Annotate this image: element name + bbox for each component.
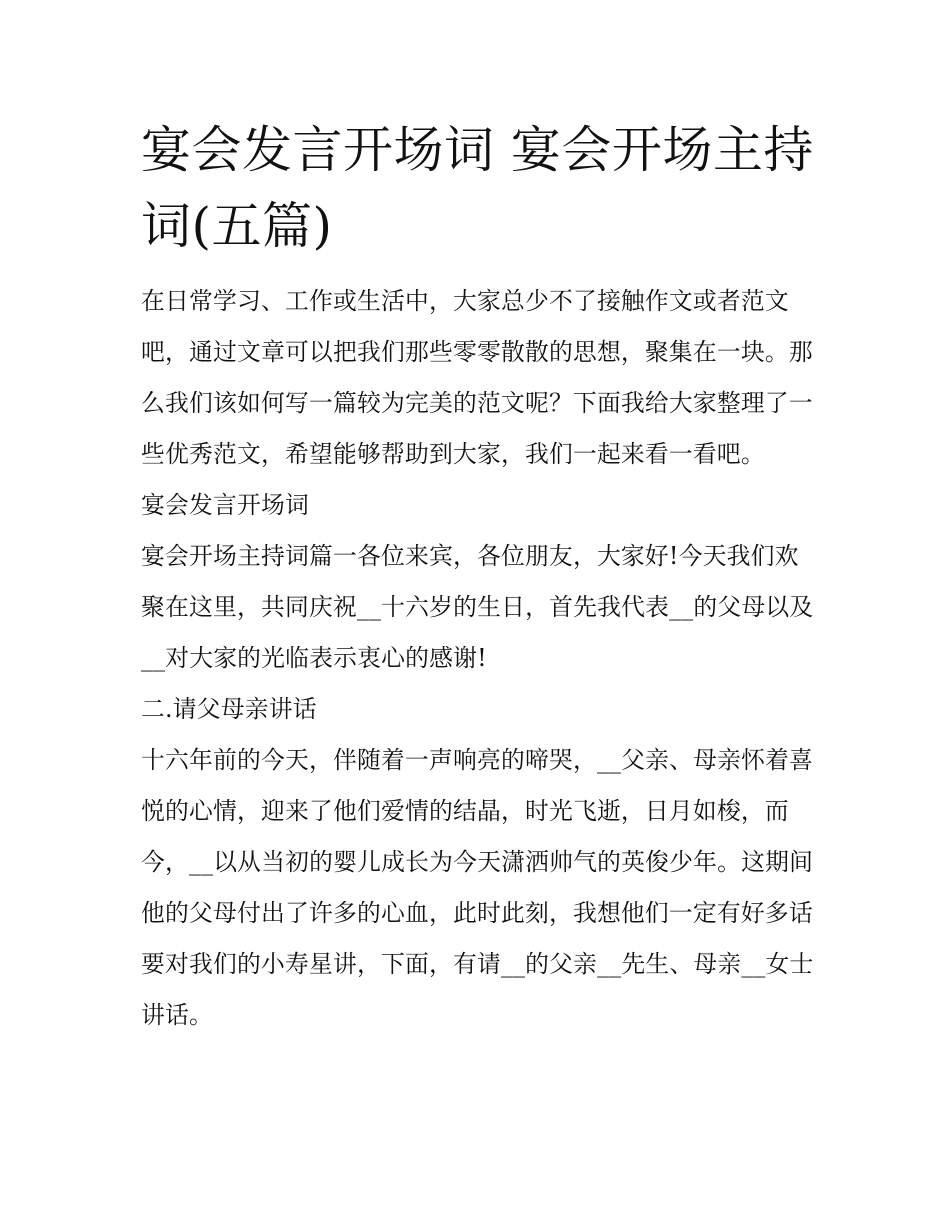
speech-paragraph: 宴会开场主持词篇一各位来宾，各位朋友，大家好!今天我们欢聚在这里，共同庆祝__十六岁的生日，首先我代表__的父母以及__对大家的光临表示衷心的感谢! bbox=[141, 542, 814, 672]
intro-paragraph: 在日常学习、工作或生活中，大家总少不了接触作文或者范文吧，通过文章可以把我们那些零零散散的思想，聚集在一块。那么我们该如何写一篇较为完美的范文呢？下面我给大家整理了一些优秀范文，希望能够帮助到大家，我们一起来看一看吧。 bbox=[141, 287, 813, 468]
document-title: 宴会发言开场词 宴会开场主持词(五篇) bbox=[141, 121, 814, 255]
speech-paragraph-parents: 十六年前的今天，伴随着一声响亮的啼哭，__父亲、母亲怀着喜悦的心情，迎来了他们爱情的结晶，时光飞逝，日月如梭，而今，__以从当初的婴儿成长为今天潇洒帅气的英俊少年。这期间他的父母付出了许多的心血，此时此刻，我想他们一定有好多话要对我们的小寿星讲，下面，有请__的父亲__先生、母亲__女士讲话。 bbox=[141, 746, 814, 1029]
section-heading-parents: 二.请父母亲讲话 bbox=[141, 695, 317, 723]
document-body bbox=[141, 276, 817, 1041]
section-heading: 宴会发言开场词 bbox=[141, 491, 309, 519]
